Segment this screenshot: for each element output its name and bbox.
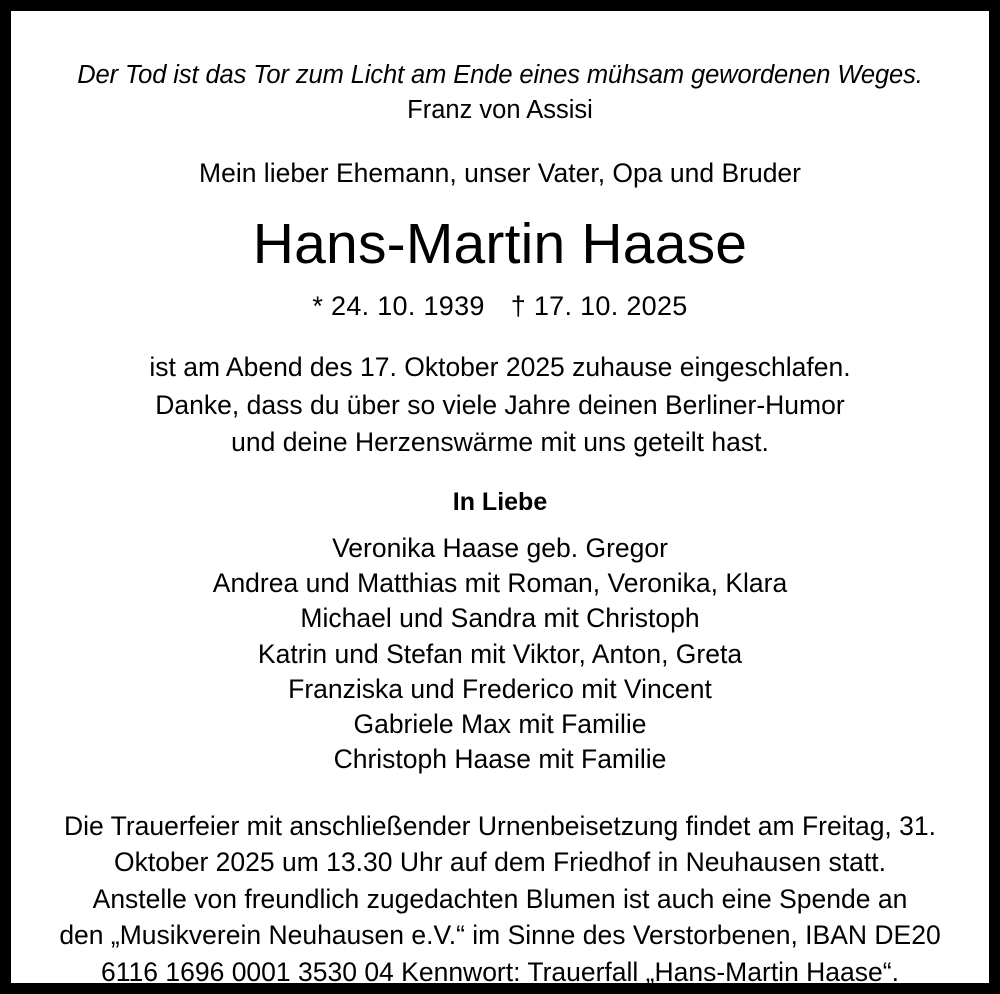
birth-date: * 24. 10. 1939 <box>312 291 485 322</box>
passing-line: ist am Abend des 17. Oktober 2025 zuhause eingeschlafen. <box>149 352 851 383</box>
ceremony-line: Oktober 2025 um 13.30 Uhr auf dem Friedhof in Neuhausen statt. <box>114 847 886 878</box>
ceremony-line: Anstelle von freundlich zugedachten Blumen ist auch eine Spende an <box>92 883 908 914</box>
passing-line: und deine Herzenswärme mit uns geteilt hast. <box>231 427 769 458</box>
quote-text: Der Tod ist das Tor zum Licht am Ende eines mühsam gewordenen Weges. <box>77 61 923 89</box>
life-dates <box>312 291 687 322</box>
ceremony-line: 6116 1696 0001 3530 04 Kennwort: Trauerfall „Hans-Martin Haase“. <box>101 956 899 987</box>
quote-author: Franz von Assisi <box>407 96 593 125</box>
ceremony-line: Die Trauerfeier mit anschließender Urnenbeisetzung findet am Freitag, 31. <box>64 810 936 841</box>
family-member-line: Christoph Haase mit Familie <box>333 744 667 775</box>
deceased-name: Hans-Martin Haase <box>252 212 748 277</box>
passing-message <box>149 349 850 462</box>
relation-line: Mein lieber Ehemann, unser Vater, Opa und Bruder <box>199 158 801 189</box>
passing-line: Danke, dass du über so viele Jahre deinen Berliner-Humor <box>155 389 845 420</box>
family-member-line: Michael und Sandra mit Christoph <box>300 603 700 634</box>
ceremony-line: den „Musikverein Neuhausen e.V.“ im Sinne des Verstorbenen, IBAN DE20 <box>59 920 941 951</box>
family-member-line: Gabriele Max mit Familie <box>353 709 647 740</box>
in-love-heading: In Liebe <box>452 488 548 516</box>
quote-block <box>77 59 923 127</box>
family-list <box>213 531 787 778</box>
death-date: † 17. 10. 2025 <box>510 291 688 322</box>
family-member-line: Franziska und Frederico mit Vincent <box>288 673 712 704</box>
family-member-line: Andrea und Matthias mit Roman, Veronika, Klara <box>212 568 788 599</box>
ceremony-details <box>59 808 940 991</box>
family-member-line: Veronika Haase geb. Gregor <box>332 533 668 563</box>
family-member-line: Katrin und Stefan mit Viktor, Anton, Greta <box>257 638 743 669</box>
